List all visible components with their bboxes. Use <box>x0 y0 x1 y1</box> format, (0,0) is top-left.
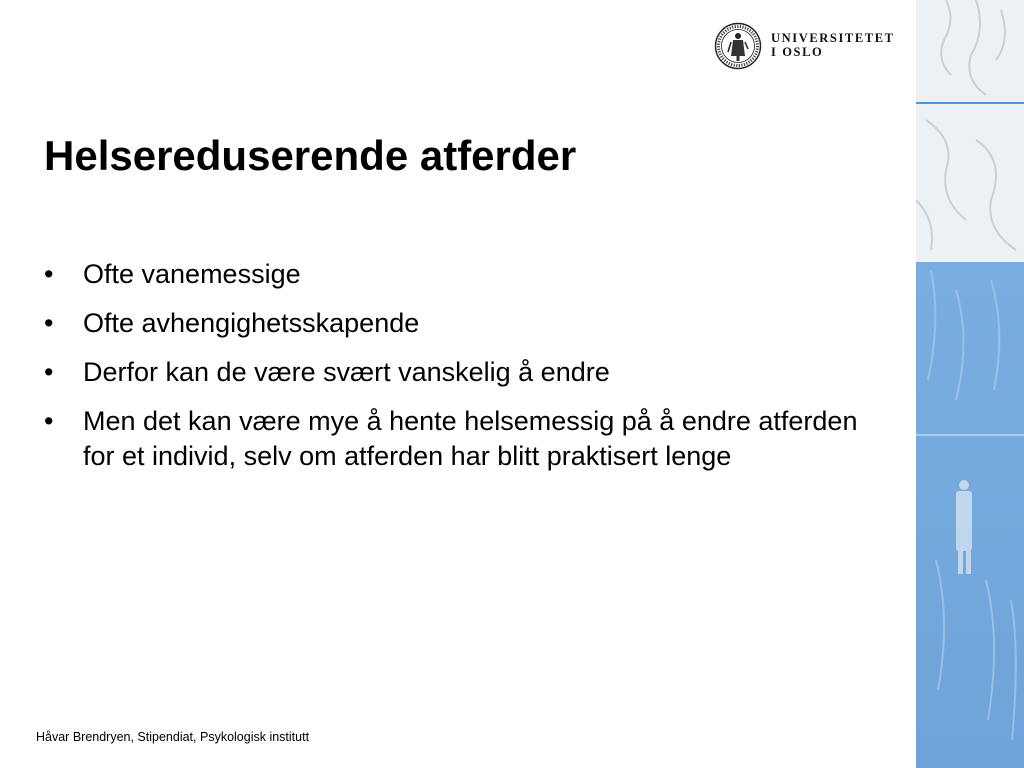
bullet-item <box>44 404 864 474</box>
slide-title: Helsereduserende atferder <box>44 132 577 179</box>
bullet-dot: • <box>44 357 54 387</box>
bullet-item <box>44 355 864 390</box>
university-name-line1: UNIVERSITETET <box>771 31 895 45</box>
bullet-list <box>44 257 864 488</box>
bullet-item <box>44 306 864 341</box>
bullet-dot: • <box>44 308 54 338</box>
university-seal-icon <box>714 22 762 70</box>
bullet-text: Men det kan være mye å hente helsemessig på å endre atferden for et individ, selv om atferden har blitt praktisert lenge <box>83 406 858 471</box>
slide-footer: Håvar Brendryen, Stipendiat, Psykologisk institutt <box>36 730 310 744</box>
bullet-dot: • <box>44 259 54 289</box>
bullet-text: Ofte vanemessige <box>83 259 301 289</box>
university-name <box>771 31 895 59</box>
bullet-dot: • <box>44 406 54 436</box>
bullet-item <box>44 257 864 292</box>
university-name-line2: I OSLO <box>771 45 824 59</box>
bullet-text: Ofte avhengighetsskapende <box>83 308 420 338</box>
decorative-side-strip <box>916 0 1024 768</box>
bullet-text: Derfor kan de være svært vanskelig å endre <box>83 357 610 387</box>
university-logo <box>714 22 904 70</box>
